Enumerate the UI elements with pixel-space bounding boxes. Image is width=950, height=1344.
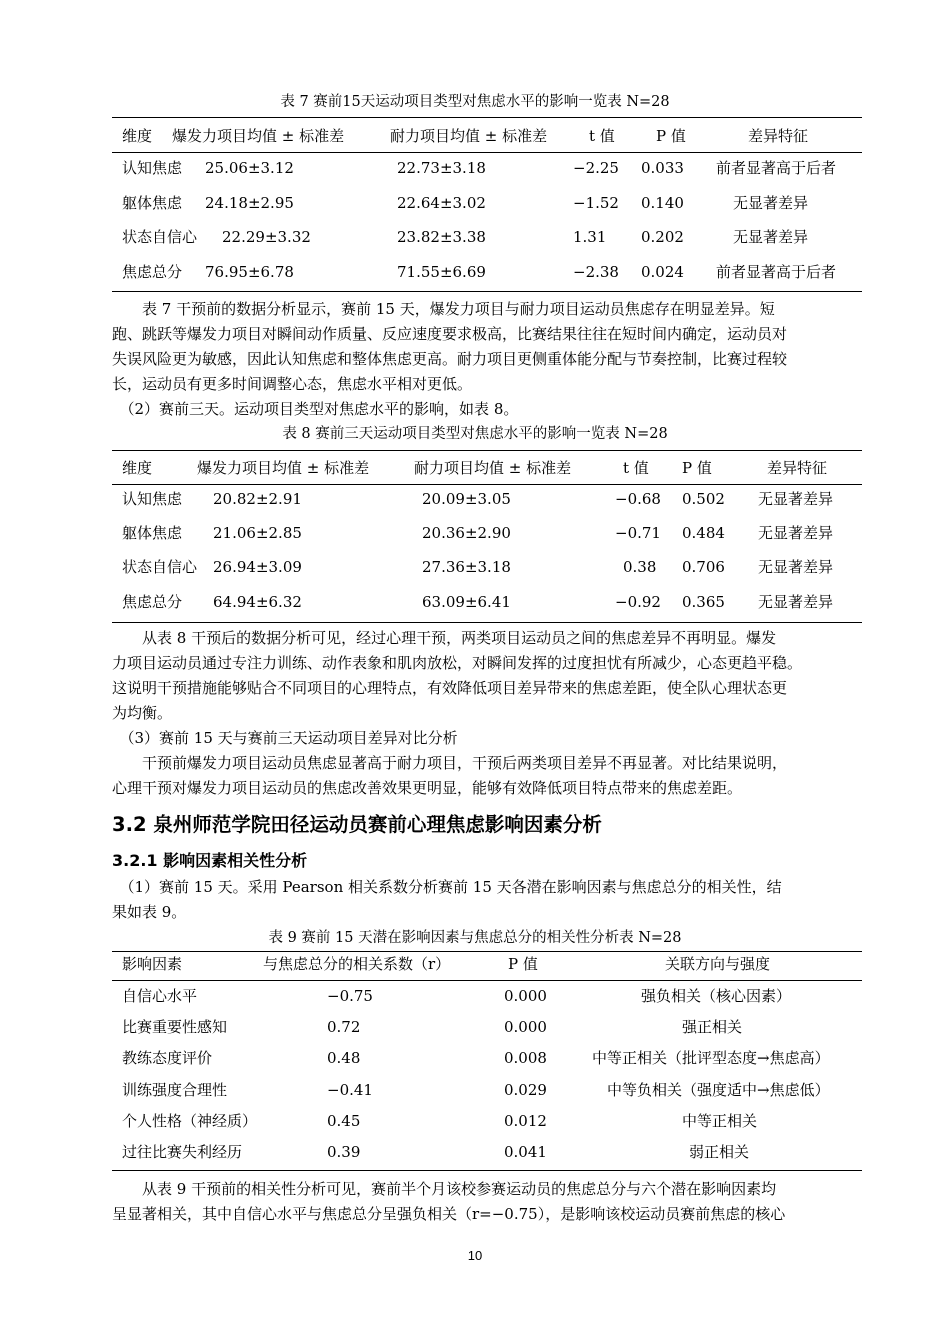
table8-row1-p: 0.502 [682,490,725,508]
table9-row3-factor: 教练态度评价 [122,1049,213,1067]
table9-row1-r: −0.75 [327,987,373,1005]
table8-row3-endurance: 27.36±3.18 [422,558,511,576]
section-heading: 3.2 泉州师范学院田径运动员赛前心理焦虑影响因素分析 [112,813,602,836]
table7-row3-p: 0.202 [641,228,684,246]
table9-row5-factor: 个人性格（神经质） [122,1112,258,1130]
text-line: 果如表 9。 [112,903,187,921]
table9-bottom-rule [112,1170,862,1171]
table9-row3-relation: 中等正相关（批评型态度→焦虑高） [592,1049,830,1067]
table7-row1-endurance: 22.73±3.18 [397,159,486,177]
table8-row3-explosive: 26.94±3.09 [213,558,302,576]
paragraph-table8-analysis [112,626,860,801]
table8-header-t: t 值 [623,459,649,477]
text-line: 干预前爆发力项目运动员焦虑显著高于耐力项目，干预后两类项目差异不再显著。对比结果说明， [112,754,788,772]
table7-row2-t: −1.52 [573,194,619,212]
table8-top-rule [112,450,862,451]
table8-row2-t: −0.71 [615,524,661,542]
table9-row2-r: 0.72 [327,1018,361,1036]
table7-row2-endurance: 22.64±3.02 [397,194,486,212]
table9-row4-factor: 训练强度合理性 [122,1081,228,1099]
table8-bottom-rule [112,622,862,623]
table9-row6-relation: 弱正相关 [689,1143,750,1161]
table8-header-explosive: 爆发力项目均值 ± 标准差 [197,459,370,477]
table8-row2-dimension: 躯体焦虑 [122,524,183,542]
table7-row1-explosive: 25.06±3.12 [205,159,294,177]
table8-row4-endurance: 63.09±6.41 [422,593,511,611]
table7-row3-explosive: 22.29±3.32 [222,228,311,246]
table8-header-p: P 值 [682,459,712,477]
table7-row4-feature: 前者显著高于后者 [716,263,837,281]
text-line: （3）赛前 15 天与赛前三天运动项目差异对比分析 [112,729,458,747]
table7-row3-dimension: 状态自信心 [122,228,198,246]
table7-top-rule [112,117,862,118]
table8-row3-t: 0.38 [623,558,657,576]
text-line: 失误风险更为敏感，因此认知焦虑和整体焦虑更高。耐力项目更侧重体能分配与节奏控制，比赛过程较 [112,350,788,368]
table8-header-dimension: 维度 [122,459,153,477]
table7-header-rule [112,152,862,153]
table7-row4-p: 0.024 [641,263,684,281]
table8-row3-dimension: 状态自信心 [122,558,198,576]
table7-row2-feature: 无显著差异 [733,194,809,212]
table9-row2-p: 0.000 [504,1018,547,1036]
subsection-heading: 3.2.1 影响因素相关性分析 [112,851,308,870]
table7-header-p: P 值 [656,127,686,145]
table9-row4-relation: 中等负相关（强度适中→焦虑低） [607,1081,830,1099]
table9-row4-p: 0.029 [504,1081,547,1099]
table8-row1-dimension: 认知焦虑 [122,490,183,508]
table7-row1-dimension: 认知焦虑 [122,159,183,177]
table8-header-endurance: 耐力项目均值 ± 标准差 [414,459,572,477]
text-line: 从表 9 干预前的相关性分析可见，赛前半个月该校参赛运动员的焦虑总分与六个潜在影响因素均 [112,1180,777,1198]
table9-row4-r: −0.41 [327,1081,373,1099]
table7-row3-endurance: 23.82±3.38 [397,228,486,246]
table9-row6-factor: 过往比赛失利经历 [122,1143,243,1161]
table9-row1-factor: 自信心水平 [122,987,198,1005]
table7-row1-feature: 前者显著高于后者 [716,159,837,177]
table8-row1-explosive: 20.82±2.91 [213,490,302,508]
table7-row1-t: −2.25 [573,159,619,177]
table9-caption: 表 9 赛前 15 天潜在影响因素与焦虑总分的相关性分析表 N=28 [268,930,682,946]
table7-row4-dimension: 焦虑总分 [122,263,183,281]
table8-row2-p: 0.484 [682,524,725,542]
table9-row5-r: 0.45 [327,1112,361,1130]
table8-row2-feature: 无显著差异 [758,524,834,542]
paragraph-table7-analysis [112,297,860,422]
table9-header-r: 与焦虑总分的相关系数（r） [263,955,451,973]
table9-top-rule [112,951,862,952]
table8-row4-feature: 无显著差异 [758,593,834,611]
table9-row3-r: 0.48 [327,1049,361,1067]
table7-caption: 表 7 赛前15天运动项目类型对焦虑水平的影响一览表 N=28 [280,94,670,110]
table7-row3-t: 1.31 [573,228,607,246]
table8-row2-endurance: 20.36±2.90 [422,524,511,542]
table8-caption: 表 8 赛前三天运动项目类型对焦虑水平的影响一览表 N=28 [282,426,668,442]
table7-header-endurance: 耐力项目均值 ± 标准差 [390,127,548,145]
text-line: 为均衡。 [112,704,173,722]
table9-row5-relation: 中等正相关 [682,1112,758,1130]
text-line: 长，运动员有更多时间调整心态，焦虑水平相对更低。 [112,375,473,393]
text-line: （1）赛前 15 天。采用 Pearson 相关系数分析赛前 15 天各潜在影响因素与焦虑总分的相关性，结 [112,878,782,896]
table7-row4-explosive: 76.95±6.78 [205,263,294,281]
table8-row3-feature: 无显著差异 [758,558,834,576]
table7-header-dimension: 维度 [122,127,153,145]
text-line: （2）赛前三天。运动项目类型对焦虑水平的影响，如表 8。 [112,400,519,418]
table8-header-feature: 差异特征 [767,459,828,477]
table7-row2-explosive: 24.18±2.95 [205,194,294,212]
table9-header-p: P 值 [508,955,538,973]
table9-row2-relation: 强正相关 [682,1018,743,1036]
text-line: 呈显著相关，其中自信心水平与焦虑总分呈强负相关（r=−0.75），是影响该校运动员赛前焦虑的核心 [112,1205,786,1223]
text-line: 从表 8 干预后的数据分析可见，经过心理干预，两类项目运动员之间的焦虑差异不再明显。爆发 [112,629,777,647]
table7-row3-feature: 无显著差异 [733,228,809,246]
table9-row5-p: 0.012 [504,1112,547,1130]
table8-row4-explosive: 64.94±6.32 [213,593,302,611]
table7-row4-endurance: 71.55±6.69 [397,263,486,281]
table9-row1-relation: 强负相关（核心因素） [641,987,792,1005]
table8-row4-p: 0.365 [682,593,725,611]
table8-row1-feature: 无显著差异 [758,490,834,508]
paragraph-table9-analysis [112,1177,860,1227]
table9-header-factor: 影响因素 [122,955,183,973]
paragraph-pearson-intro [112,875,860,925]
table8-row1-endurance: 20.09±3.05 [422,490,511,508]
table7-row4-t: −2.38 [573,263,619,281]
table7-header-explosive: 爆发力项目均值 ± 标准差 [172,127,345,145]
text-line: 表 7 干预前的数据分析显示，赛前 15 天，爆发力项目与耐力项目运动员焦虑存在明显差异。短 [112,300,775,318]
table7-header-t: t 值 [589,127,615,145]
table9-row6-r: 0.39 [327,1143,361,1161]
table7-row2-p: 0.140 [641,194,684,212]
table8-header-rule [112,484,862,485]
text-line: 力项目运动员通过专注力训练、动作表象和肌肉放松，对瞬间发挥的过度担忧有所减少，心态更趋平稳。 [112,654,803,672]
table9-row3-p: 0.008 [504,1049,547,1067]
table8-row4-t: −0.92 [615,593,661,611]
table7-header-feature: 差异特征 [748,127,809,145]
table7-row2-dimension: 躯体焦虑 [122,194,183,212]
table8-row3-p: 0.706 [682,558,725,576]
text-line: 这说明干预措施能够贴合不同项目的心理特点，有效降低项目差异带来的焦虑差距，使全队心理状态更 [112,679,788,697]
table9-row2-factor: 比赛重要性感知 [122,1018,228,1036]
table9-header-relation: 关联方向与强度 [665,955,771,973]
table7-bottom-rule [112,291,862,292]
table8-row2-explosive: 21.06±2.85 [213,524,302,542]
table8-row1-t: −0.68 [615,490,661,508]
text-line: 跑、跳跃等爆发力项目对瞬间动作质量、反应速度要求极高，比赛结果往往在短时间内确定，运动员对 [112,325,788,343]
table9-row6-p: 0.041 [504,1143,547,1161]
table9-header-rule [112,980,862,981]
table9-row1-p: 0.000 [504,987,547,1005]
text-line: 心理干预对爆发力项目运动员的焦虑改善效果更明显，能够有效降低项目特点带来的焦虑差距。 [112,779,743,797]
table8-row4-dimension: 焦虑总分 [122,593,183,611]
page-number: 10 [467,1248,483,1263]
table7-row1-p: 0.033 [641,159,684,177]
